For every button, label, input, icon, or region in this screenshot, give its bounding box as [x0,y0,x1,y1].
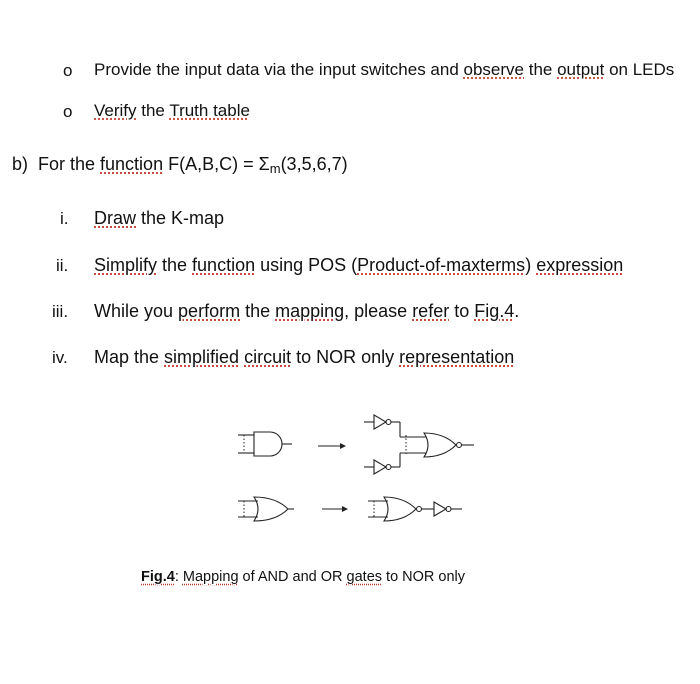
text-span: of AND and OR [238,569,347,585]
step-text-3 [94,301,519,322]
step-text-1 [94,208,224,229]
text-span: Map the [94,347,165,367]
text-span: the [524,60,558,79]
text-span: the [136,101,170,120]
spell-flag: circuit [244,347,292,367]
text-span: While you [94,301,179,321]
spell-flag: mapping [275,301,345,321]
arrow-icon [318,443,346,449]
text-span: to NOR only [291,347,400,367]
step-text-4 [94,347,514,368]
spell-flag: Verify [94,101,137,120]
text-span: , please [344,301,413,321]
text-span: (3,5,6,7) [280,154,348,174]
text-span: F(A,B,C) = Σ [163,154,270,174]
text-span: the [240,301,276,321]
spell-flag: output [557,60,605,79]
nor-gate-icon [424,433,474,457]
spell-flag: Product-of-maxterms [357,255,526,275]
spell-flag: refer [412,301,450,321]
spell-flag: Draw [94,208,137,228]
text-span: to NOR only [382,569,466,585]
text-span: on LEDs [604,60,675,79]
bullet-text-1 [94,60,674,80]
text-span: : [174,569,183,585]
spell-flag: observe [463,60,524,79]
bullet-text-2 [94,101,250,121]
spell-flag: function [192,255,256,275]
section-b-heading [38,154,348,176]
spell-flag: gates [346,569,383,585]
spell-flag: Simplify [94,255,158,275]
step-number-4: iv. [52,348,68,367]
or-gate-icon [238,497,294,521]
gate-mapping-figure [230,405,490,545]
spell-flag: perform [178,301,241,321]
spell-flag: Fig.4 [474,301,515,321]
step-number-3: iii. [52,302,69,321]
text-span: For the [38,154,101,174]
section-b-label: b) [12,154,29,174]
step-text-2 [94,255,623,276]
spell-flag: Mapping [182,569,239,585]
figure-label: Fig.4 [141,569,175,585]
and-gate-icon [238,432,292,456]
step-number-1: i. [60,209,69,228]
text-span: Provide the input data via the input switches and [94,60,464,79]
spell-flag: Truth table [169,101,250,120]
spell-flag: simplified [164,347,240,367]
text-span: the [157,255,193,275]
nor-gate-icon [368,497,434,521]
spell-flag: representation [399,347,515,367]
spell-flag: expression [536,255,624,275]
text-span: to [449,301,475,321]
bullet-marker-1: o [63,61,73,80]
text-span: the K-map [136,208,225,228]
text-span: ) [525,255,537,275]
step-number-2: ii. [56,256,69,275]
arrow-icon [322,506,348,512]
spell-flag: function [100,154,164,174]
not-gate-icon [364,453,426,474]
figure-caption [141,569,465,585]
not-gate-icon [434,502,462,516]
text-span: using POS ( [255,255,358,275]
not-gate-icon [364,415,426,437]
bullet-marker-2: o [63,102,73,121]
text-span: . [514,301,520,321]
subscript-m: m [269,161,281,176]
